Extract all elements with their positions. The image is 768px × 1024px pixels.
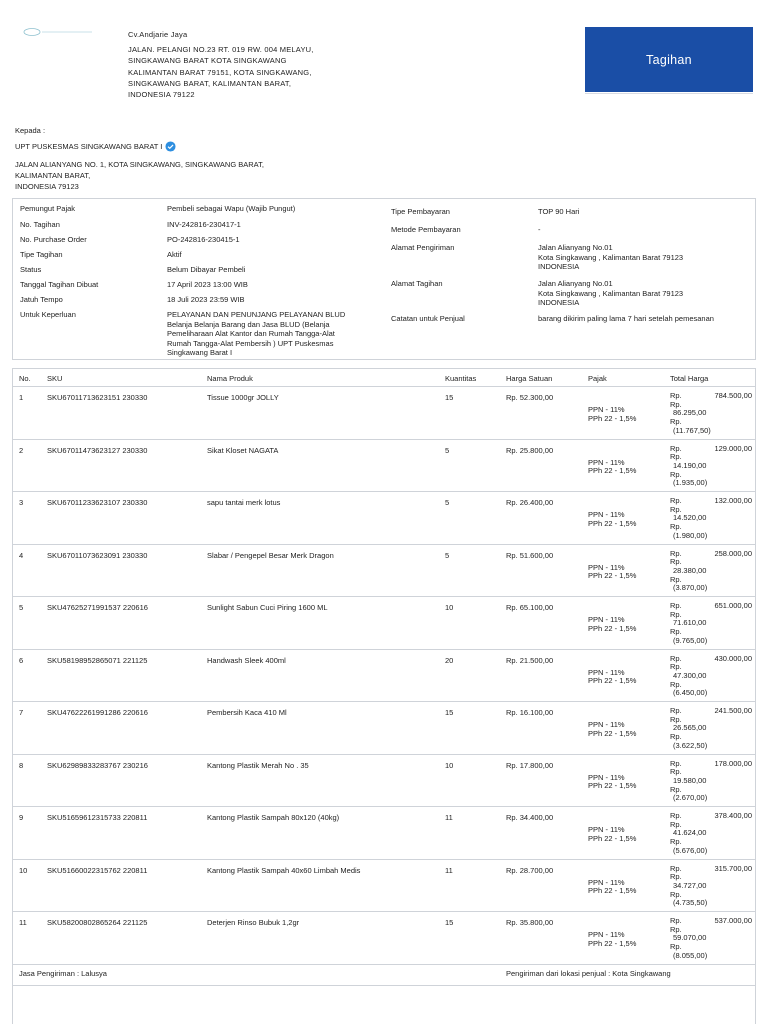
column-header-tax: Pajak	[588, 374, 607, 383]
buyer-address-line: KALIMANTAN BARAT,	[15, 171, 91, 180]
row-sku: SKU67011473623127 230330	[47, 445, 148, 455]
seller-address-line: JALAN. PELANGI NO.23 RT. 019 RW. 004 MELAYU,	[128, 45, 314, 55]
row-total	[670, 602, 752, 646]
currency-label: Rp.	[670, 391, 682, 400]
due-date-value: 18 Juli 2023 23:59 WIB	[167, 295, 245, 304]
row-tax	[588, 459, 636, 476]
row-product-name: Kantong Plastik Sampah 80x120 (40kg)	[207, 813, 340, 822]
recipient-label: Kepada :	[15, 126, 46, 135]
row-tax-pph: PPh 22 - 1,5%	[588, 833, 637, 843]
tax-collector-value: Pembeli sebagai Wapu (Wajib Pungut)	[167, 204, 296, 213]
row-sku: SKU47622261991286 220616	[47, 708, 148, 717]
row-quantity: 15	[445, 708, 454, 717]
row-total-amount: 129.000,00	[714, 443, 752, 453]
row-sku: SKU62989833283767 230216	[47, 760, 148, 770]
shipping-service: Jasa Pengiriman : Lalusya	[19, 968, 107, 978]
row-tax-ppn: PPN - 11%	[588, 772, 625, 782]
tax-collector-label: Pemungut Pajak	[20, 204, 76, 213]
currency-label: Rp.	[670, 557, 682, 567]
row-ppn-amount: 34.727,00	[673, 880, 707, 890]
shipping-address-label: Alamat Pengiriman	[391, 243, 455, 252]
currency-label: Rp.	[670, 889, 682, 899]
row-product-name: Sikat Kloset NAGATA	[207, 445, 279, 455]
row-tax	[588, 826, 636, 843]
row-pph-amount: (9.765,00)	[673, 635, 708, 645]
row-sku: SKU67011073623091 230330	[47, 550, 148, 560]
row-tax-ppn: PPN - 11%	[588, 405, 625, 414]
column-header-unit-price: Harga Satuan	[506, 374, 553, 383]
table-row	[13, 545, 755, 598]
row-unit-price: Rp. 17.800,00	[506, 760, 554, 770]
buyer-name: UPT PUSKESMAS SINGKAWANG BARAT I	[15, 142, 163, 151]
row-sku: SKU67011233623107 230330	[47, 498, 148, 507]
row-total	[670, 865, 752, 909]
currency-label: Rp.	[670, 399, 682, 409]
row-number: 2	[19, 445, 24, 455]
row-tax-pph: PPh 22 - 1,5%	[588, 676, 637, 685]
row-total-amount: 378.400,00	[714, 811, 752, 820]
billing-address-line: INDONESIA	[538, 298, 580, 307]
invoice-type-label: Tipe Tagihan	[20, 250, 63, 259]
shipping-address-value	[538, 243, 683, 272]
seller-address-line: SINGKAWANG BARAT KOTA SINGKAWANG	[128, 56, 287, 66]
row-tax	[588, 879, 636, 896]
row-sku: SKU670117136231​51 230330	[47, 393, 148, 402]
buyer-address	[15, 159, 335, 192]
po-number-value: PO-242816-230415-1	[167, 235, 240, 244]
row-unit-price: Rp. 21.500,00	[506, 655, 554, 665]
items-table	[12, 368, 756, 986]
row-number: 10	[19, 865, 28, 875]
row-ppn-amount: 86.295,00	[673, 408, 707, 418]
row-quantity: 5	[445, 550, 450, 560]
currency-label: Rp.	[670, 714, 682, 724]
purpose-line: Belanja Belanja Barang dan Jasa BLUD (Belanja	[167, 319, 330, 329]
row-total-line	[670, 655, 752, 664]
row-total-amount: 784.500,00	[714, 391, 752, 400]
row-tax-ppn: PPN - 11%	[588, 457, 625, 467]
row-quantity: 10	[445, 603, 454, 612]
row-tax-pph: PPh 22 - 1,5%	[588, 728, 637, 738]
seller-address-line: SINGKAWANG BARAT, KALIMANTAN BARAT,	[128, 78, 292, 88]
row-total-amount: 178.000,00	[714, 758, 752, 768]
row-number: 8	[19, 760, 24, 770]
row-total	[670, 497, 752, 541]
row-total-line	[670, 550, 752, 559]
currency-label: Rp.	[670, 767, 682, 777]
status-label: Status	[20, 265, 42, 274]
seller-name: Cv.Andjarie Jaya	[128, 30, 188, 39]
column-header-product: Nama Produk	[207, 374, 253, 383]
currency-label: Rp.	[670, 784, 682, 794]
currency-label: Rp.	[670, 916, 682, 925]
row-ppn-amount: 14.520,00	[673, 513, 707, 523]
row-unit-price: Rp. 28.700,00	[506, 865, 554, 875]
row-number: 6	[19, 655, 24, 665]
row-total-line	[670, 445, 752, 454]
row-ppn-amount: 26.565,00	[673, 723, 707, 733]
row-tax	[588, 406, 636, 423]
column-header-sku: SKU	[47, 374, 63, 383]
row-total	[670, 392, 752, 436]
row-tax	[588, 931, 636, 948]
row-tax	[588, 616, 636, 633]
buyer-address-line: INDONESIA 79123	[15, 182, 79, 191]
row-pph-amount: (11.767,50)	[673, 425, 711, 435]
row-total	[670, 707, 752, 751]
row-tax-pph: PPh 22 - 1,5%	[588, 781, 637, 790]
row-pph-amount: (1.980,00)	[673, 530, 708, 540]
row-product-name: Kantong Plastik Merah No . 35	[207, 760, 309, 770]
currency-label: Rp.	[670, 627, 682, 637]
row-tax-pph: PPh 22 - 1,5%	[588, 413, 637, 423]
column-header-no: No.	[19, 374, 31, 383]
row-unit-price: Rp. 52.300,00	[506, 393, 554, 402]
row-tax	[588, 774, 636, 791]
row-tax-ppn: PPN - 11%	[588, 930, 625, 939]
row-pph-amount: (1.935,00)	[673, 478, 708, 488]
currency-label: Rp.	[670, 522, 682, 532]
currency-label: Rp.	[670, 819, 682, 829]
row-ppn-amount: 28.380,00	[673, 565, 707, 575]
row-total-amount: 132.000,00	[714, 496, 752, 505]
invoice-number-label: No. Tagihan	[20, 220, 60, 229]
row-tax-pph: PPh 22 - 1,5%	[588, 518, 637, 528]
billing-address-line: Kota Singkawang , Kalimantan Barat 79123	[538, 288, 684, 298]
currency-label: Rp.	[670, 732, 682, 742]
billing-address-label: Alamat Tagihan	[391, 279, 443, 288]
row-total-line	[670, 865, 752, 874]
row-total	[670, 655, 752, 699]
row-quantity: 20	[445, 655, 454, 665]
row-tax	[588, 669, 636, 686]
payment-method-label: Metode Pembayaran	[391, 225, 461, 234]
row-ppn-amount: 19.580,00	[673, 775, 707, 785]
table-row	[13, 597, 755, 650]
currency-label: Rp.	[670, 609, 682, 619]
row-unit-price: Rp. 51.600,00	[506, 550, 554, 560]
row-product-name: Slabar / Pengepel Besar Merk Dragon	[207, 550, 334, 560]
row-tax-ppn: PPN - 11%	[588, 825, 625, 834]
row-total-amount: 430.000,00	[714, 653, 752, 663]
table-continuation	[12, 984, 756, 1024]
seller-address-line: INDONESIA 79122	[128, 90, 195, 100]
shipping-origin: Pengiriman dari lokasi penjual : Kota Singkawang	[506, 968, 671, 978]
row-total-line	[670, 760, 752, 769]
row-total-line	[670, 812, 752, 821]
row-number: 3	[19, 498, 24, 507]
row-product-name: Pembersih Kaca 410 Ml	[207, 708, 287, 717]
currency-label: Rp.	[670, 679, 682, 689]
invoice-type-value: Aktif	[167, 250, 182, 259]
row-unit-price: Rp. 26.400,00	[506, 498, 554, 507]
invoice-info-panel	[12, 198, 756, 360]
payment-method-value: -	[538, 225, 541, 234]
row-quantity: 15	[445, 393, 454, 402]
currency-label: Rp.	[670, 863, 682, 873]
row-total-line	[670, 497, 752, 506]
row-number: 5	[19, 603, 24, 612]
row-product-name: Kantong Plastik Sampah 40x60 Limbah Medis	[207, 865, 361, 875]
row-ppn-amount: 47.300,00	[673, 670, 707, 680]
currency-label: Rp.	[670, 942, 682, 952]
row-ppn-amount: 59.070,00	[673, 933, 707, 943]
buyer-address-line: JALAN ALIANYANG NO. 1, KOTA SINGKAWANG, SINGKAWANG BARAT,	[15, 160, 264, 169]
currency-label: Rp.	[670, 837, 682, 847]
table-row	[13, 807, 755, 860]
row-pph-amount: (3.870,00)	[673, 583, 708, 593]
row-unit-price: Rp. 34.400,00	[506, 813, 554, 822]
row-tax-ppn: PPN - 11%	[588, 510, 625, 519]
row-total-line	[670, 707, 752, 716]
table-row	[13, 755, 755, 808]
row-unit-price: Rp. 65.100,00	[506, 603, 554, 612]
row-quantity: 10	[445, 760, 454, 770]
currency-label: Rp.	[670, 417, 682, 427]
row-pph-amount: (4.735,50)	[673, 898, 708, 908]
row-tax-pph: PPh 22 - 1,5%	[588, 623, 637, 633]
row-tax-ppn: PPN - 11%	[588, 720, 625, 729]
row-number: 9	[19, 813, 24, 822]
row-quantity: 11	[445, 865, 453, 875]
row-total	[670, 917, 752, 961]
row-tax-ppn: PPN - 11%	[588, 667, 625, 677]
row-unit-price: Rp. 16.100,00	[506, 708, 554, 717]
purpose-line: Singkawang Barat I	[167, 348, 233, 357]
row-unit-price: Rp. 25.800,00	[506, 445, 554, 455]
seller-note-label: Catatan untuk Penjual	[391, 314, 465, 323]
status-value: Belum Dibayar Pembeli	[167, 265, 246, 274]
row-pph-amount: (2.670,00)	[673, 793, 708, 803]
payment-type-value: TOP 90 Hari	[538, 207, 580, 216]
table-row	[13, 702, 755, 755]
currency-label: Rp.	[670, 443, 682, 453]
row-product-name: Sunlight Sabun Cuci Piring 1600 ML	[207, 603, 328, 612]
row-total	[670, 760, 752, 804]
row-total-amount: 315.700,00	[714, 863, 752, 873]
row-total-line	[670, 392, 752, 401]
row-tax	[588, 721, 636, 738]
row-sku: SKU58198952865071 221125	[47, 655, 148, 665]
table-header-row	[13, 369, 755, 387]
currency-label: Rp.	[670, 504, 682, 514]
row-pph-amount: (8.055,00)	[673, 950, 708, 960]
row-number: 1	[19, 393, 24, 402]
currency-label: Rp.	[670, 469, 682, 479]
row-pph-amount: (3.622,50)	[673, 740, 708, 750]
table-row	[13, 912, 755, 965]
table-row	[13, 860, 755, 913]
row-number: 4	[19, 550, 24, 560]
currency-label: Rp.	[670, 548, 682, 558]
row-sku: SKU58200802865264 221125	[47, 918, 148, 927]
billing-address-value	[538, 279, 683, 308]
verified-badge-icon	[165, 141, 176, 152]
row-quantity: 11	[445, 813, 453, 822]
shipping-address-line: INDONESIA	[538, 262, 580, 271]
column-header-total: Total Harga	[670, 374, 709, 383]
created-date-value: 17 April 2023 13:00 WIB	[167, 280, 248, 289]
shipping-address-line: Kota Singkawang , Kalimantan Barat 79123	[538, 252, 684, 262]
row-total-line	[670, 602, 752, 611]
row-total-amount: 651.000,00	[714, 601, 752, 610]
table-row	[13, 492, 755, 545]
row-unit-price: Rp. 35.800,00	[506, 918, 554, 927]
purpose-line: Rumah Tangga-Alat Pembersih ) UPT Puskesmas	[167, 338, 334, 348]
document-title-banner	[585, 27, 753, 92]
po-number-label: No. Purchase Order	[20, 235, 87, 244]
seller-block	[128, 29, 368, 100]
row-number: 7	[19, 708, 24, 717]
row-product-name: Tissue 1000gr JOLLY	[207, 393, 279, 402]
invoice-number-value: INV-242816-230417-1	[167, 220, 241, 229]
row-total	[670, 812, 752, 856]
row-ppn-amount: 41.624,00	[673, 828, 707, 838]
seller-address-line: KALIMANTAN BARAT 79151, KOTA SINGKAWANG,	[128, 67, 312, 77]
row-total-line	[670, 917, 752, 926]
row-quantity: 5	[445, 498, 450, 507]
purpose-line: PELAYANAN DAN PENUNJANG PELAYANAN BLUD	[167, 310, 346, 319]
currency-label: Rp.	[670, 653, 682, 663]
purpose-value	[167, 310, 382, 358]
currency-label: Rp.	[670, 601, 682, 610]
currency-label: Rp.	[670, 811, 682, 820]
row-total	[670, 445, 752, 489]
created-date-label: Tanggal Tagihan Dibuat	[20, 280, 99, 289]
table-row	[13, 440, 755, 493]
row-product-name: Handwash Sleek 400ml	[207, 655, 286, 665]
title-divider	[585, 93, 753, 94]
row-number: 11	[19, 918, 27, 927]
purpose-label: Untuk Keperluan	[20, 310, 76, 319]
row-pph-amount: (6.450,00)	[673, 688, 708, 698]
row-tax	[588, 564, 636, 581]
column-header-quantity: Kuantitas	[445, 374, 477, 383]
table-row	[13, 387, 755, 440]
row-tax-ppn: PPN - 11%	[588, 877, 625, 887]
row-tax-pph: PPh 22 - 1,5%	[588, 938, 637, 948]
billing-address-line: Jalan Alianyang No.01	[538, 279, 613, 288]
row-quantity: 15	[445, 918, 454, 927]
row-total-amount: 241.500,00	[714, 706, 752, 715]
row-quantity: 5	[445, 445, 450, 455]
due-date-label: Jatuh Tempo	[20, 295, 63, 304]
shipping-address-line: Jalan Alianyang No.01	[538, 243, 613, 252]
row-product-name: sapu tantai merk lotus	[207, 498, 281, 507]
currency-label: Rp.	[670, 452, 682, 462]
row-product-name: Deterjen Rinso Bubuk 1,2gr	[207, 918, 300, 927]
company-logo	[20, 26, 120, 38]
row-ppn-amount: 14.190,00	[673, 460, 707, 470]
row-tax	[588, 511, 636, 528]
row-tax-pph: PPh 22 - 1,5%	[588, 886, 637, 895]
row-sku: SKU47625271991537 220616	[47, 603, 148, 612]
row-pph-amount: (5.676,00)	[673, 845, 708, 855]
payment-type-label: Tipe Pembayaran	[391, 207, 450, 216]
table-row	[13, 650, 755, 703]
row-ppn-amount: 71.610,00	[673, 618, 707, 628]
row-total-amount: 537.000,00	[714, 916, 752, 925]
purpose-line: Pemeliharaan Alat Kantor dan Rumah Tangga-Alat	[167, 329, 335, 338]
seller-note-value: barang dikirim paling lama 7 hari setelah pemesanan	[538, 314, 714, 323]
row-tax-ppn: PPN - 11%	[588, 562, 625, 572]
buyer-name-row	[15, 141, 176, 152]
row-total	[670, 550, 752, 594]
row-tax-pph: PPh 22 - 1,5%	[588, 466, 637, 475]
currency-label: Rp.	[670, 706, 682, 715]
row-sku: SKU51659612315733 220811	[47, 813, 148, 822]
row-total-amount: 258.000,00	[714, 548, 752, 558]
currency-label: Rp.	[670, 758, 682, 768]
currency-label: Rp.	[670, 574, 682, 584]
document-title: Tagihan	[646, 52, 692, 67]
row-tax-ppn: PPN - 11%	[588, 615, 625, 624]
currency-label: Rp.	[670, 872, 682, 882]
row-tax-pph: PPh 22 - 1,5%	[588, 571, 637, 580]
currency-label: Rp.	[670, 662, 682, 672]
currency-label: Rp.	[670, 924, 682, 934]
shipping-info-row	[13, 965, 755, 985]
row-sku: SKU51660022315762 220811	[47, 865, 148, 875]
currency-label: Rp.	[670, 496, 682, 505]
